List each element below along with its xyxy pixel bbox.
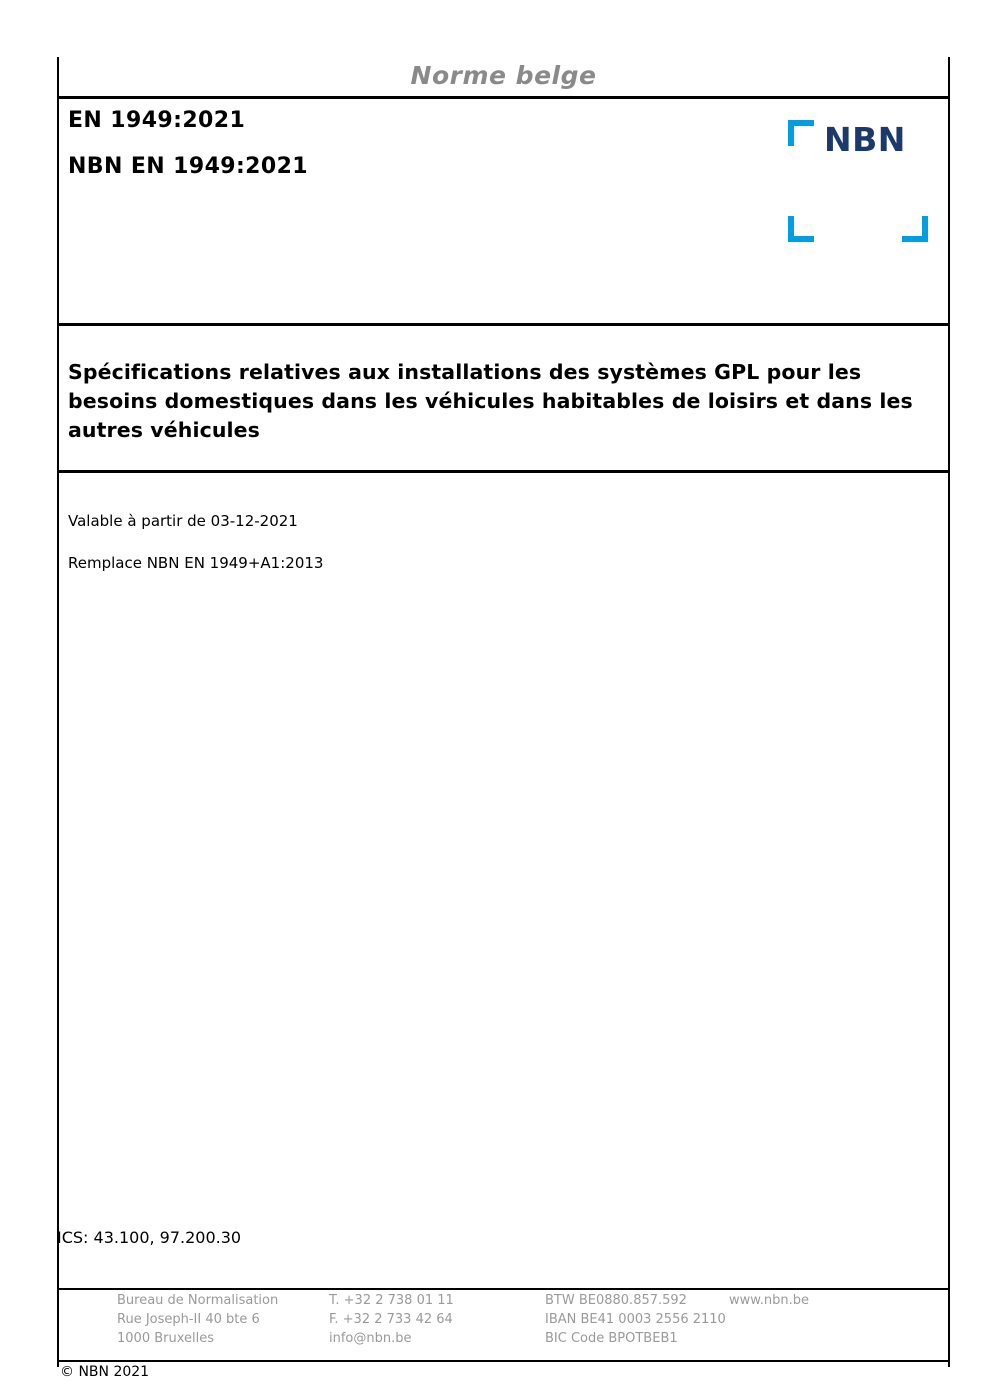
footer-iban: IBAN BE41 0003 2556 2110 [545, 1311, 726, 1327]
footer-website-link[interactable]: www.nbn.be [729, 1293, 809, 1308]
footer-address-line-1: Bureau de Normalisation [117, 1293, 279, 1308]
valid-from-text: Valable à partir de 03-12-2021 [68, 512, 298, 530]
ics-codes: ICS: 43.100, 97.200.30 [57, 1228, 242, 1247]
page-frame [57, 57, 950, 1367]
standard-reference-en: EN 1949:2021 [68, 108, 246, 133]
divider-below-title [57, 470, 950, 473]
publication-info [68, 512, 668, 596]
footer-address-line-3: 1000 Bruxelles [117, 1330, 215, 1346]
logo-text: NBN [824, 120, 906, 159]
footer-website[interactable] [729, 1292, 929, 1311]
page-header-title: Norme belge [410, 61, 597, 90]
header-band [57, 57, 950, 99]
footer-divider-top [57, 1288, 950, 1290]
standard-reference-nbn: NBN EN 1949:2021 [68, 154, 309, 179]
footer-address [117, 1292, 327, 1349]
page-title: Spécifications relatives aux installations des systèmes GPL pour les besoins domestiques dans les véhicules habitables de loisirs et dans les autres véhicules [68, 360, 913, 443]
replaces-text: Remplace NBN EN 1949+A1:2013 [68, 554, 324, 572]
footer-bic: BIC Code BPOTBEB1 [545, 1330, 678, 1346]
footer-vat: BTW BE0880.857.592 [545, 1293, 687, 1308]
footer-email[interactable]: info@nbn.be [329, 1330, 412, 1346]
nbn-logo [780, 110, 940, 250]
logo-corner-bottom-left-icon [788, 216, 814, 242]
footer-phone: T. +32 2 738 01 11 [329, 1293, 454, 1308]
logo-corner-top-left-icon [788, 120, 814, 146]
logo-corner-bottom-right-icon [902, 216, 928, 242]
standard-reference-block [68, 110, 588, 202]
footer-contact [329, 1292, 529, 1349]
footer-address-line-2: Rue Joseph-II 40 bte 6 [117, 1311, 260, 1327]
divider-above-title [57, 323, 950, 326]
footer-fax: F. +32 2 733 42 64 [329, 1311, 453, 1327]
footer-divider-bottom [57, 1360, 950, 1362]
footer [57, 1292, 950, 1358]
copyright-notice: © NBN 2021 [60, 1364, 150, 1380]
